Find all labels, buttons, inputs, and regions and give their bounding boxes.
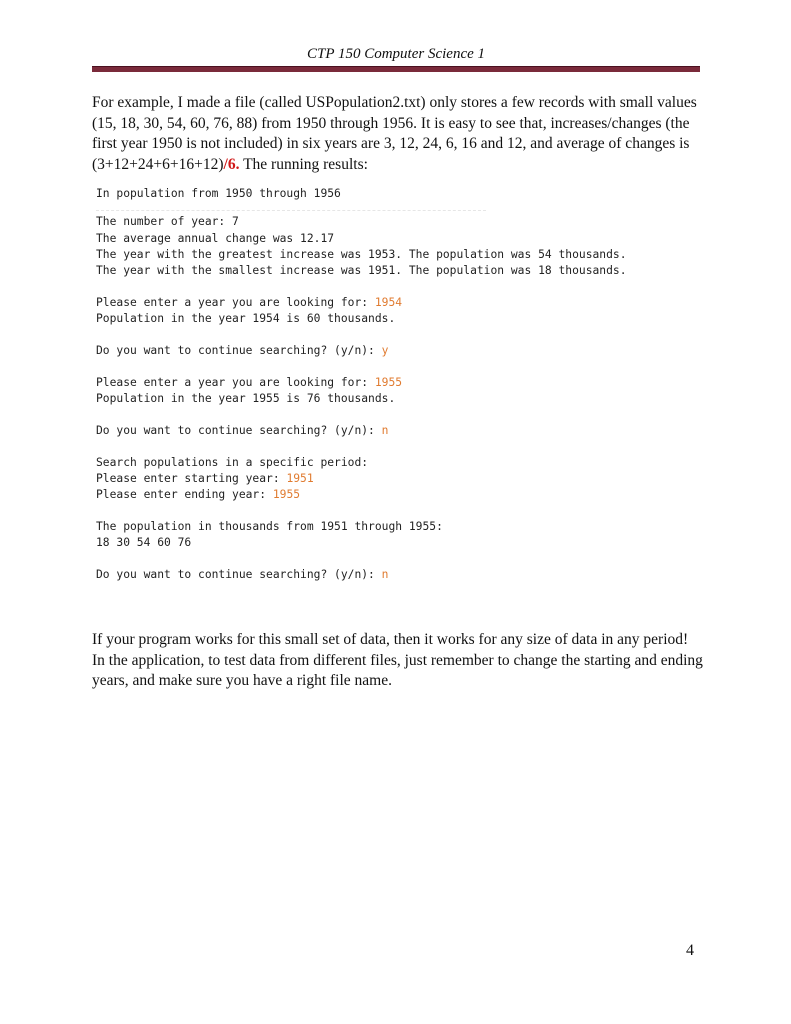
console-line: The number of year: 7 — [96, 215, 239, 229]
year-prompt: Please enter a year you are looking for: — [96, 375, 375, 389]
console-prompt-line — [96, 295, 696, 311]
console-gap — [96, 359, 696, 375]
console-line: Search populations in a specific period: — [96, 455, 369, 469]
year-prompt: Please enter a year you are looking for: — [96, 295, 375, 309]
console-line: The population in thousands from 1951 through 1955: — [96, 520, 443, 534]
console-line: 18 30 54 60 76 — [96, 536, 192, 550]
intro-suffix: The running results: — [239, 155, 368, 173]
intro-text: For example, I made a file (called USPopulation2.txt) only stores a few records with small values (15, 18, 30, 54, 60, 76, 88) from 1950 through 1956. It is easy to see that, increases/changes (the first year 1950 is not included) in six years are 3, 12, 24, 6, 16 and 12, and average of changes is (3+12+24+6+16+12) — [92, 94, 697, 173]
end-year-prompt: Please enter ending year: — [96, 488, 273, 502]
user-input-year: 1954 — [374, 295, 403, 309]
console-prompt-line — [96, 343, 696, 359]
start-year-prompt: Please enter starting year: — [96, 472, 287, 486]
console-title: In population from 1950 through 1956 — [96, 187, 341, 200]
user-input-start-year: 1951 — [286, 472, 314, 486]
console-prompt-line — [96, 487, 696, 503]
console-line: Population in the year 1954 is 60 thousands. — [96, 312, 396, 326]
continue-prompt: Do you want to continue searching? (y/n): — [96, 344, 382, 358]
continue-prompt: Do you want to continue searching? (y/n): — [96, 568, 382, 582]
console-gap — [96, 279, 696, 295]
console-gap — [96, 504, 696, 520]
console-gap — [96, 552, 696, 568]
console-prompt-line — [96, 375, 696, 391]
page-number: 4 — [686, 942, 694, 959]
closing-paragraph: If your program works for this small set of data, then it works for any size of data in any period! In the application, to test data from different files, just remember to change the starting and ending years, and make sure you have a right file name. — [92, 631, 703, 689]
console-gap — [96, 328, 696, 344]
intro-highlight: /6. — [223, 155, 240, 173]
console-line: The year with the greatest increase was 1953. The population was 54 thousands. — [96, 247, 627, 261]
console-prompt-line — [96, 423, 696, 439]
user-input-year: 1955 — [374, 375, 403, 389]
user-input-continue: n — [381, 423, 389, 437]
console-prompt-line — [96, 471, 696, 487]
header-rule — [92, 66, 700, 72]
console-line: The year with the smallest increase was 1951. The population was 18 thousands. — [96, 264, 627, 278]
console-line: The average annual change was 12.17 — [96, 231, 335, 245]
console-line: Population in the year 1955 is 76 thousands. — [96, 392, 396, 406]
console-gap — [96, 407, 696, 423]
console-output — [96, 186, 696, 584]
user-input-continue: y — [381, 344, 389, 358]
page-header-title: CTP 150 Computer Science 1 — [306, 46, 486, 62]
continue-prompt: Do you want to continue searching? (y/n): — [96, 423, 382, 437]
console-gap — [96, 439, 696, 455]
user-input-continue: n — [381, 568, 389, 582]
console-divider — [96, 210, 486, 211]
intro-paragraph — [92, 93, 704, 175]
console-prompt-line — [96, 567, 696, 583]
user-input-end-year: 1955 — [272, 488, 301, 502]
